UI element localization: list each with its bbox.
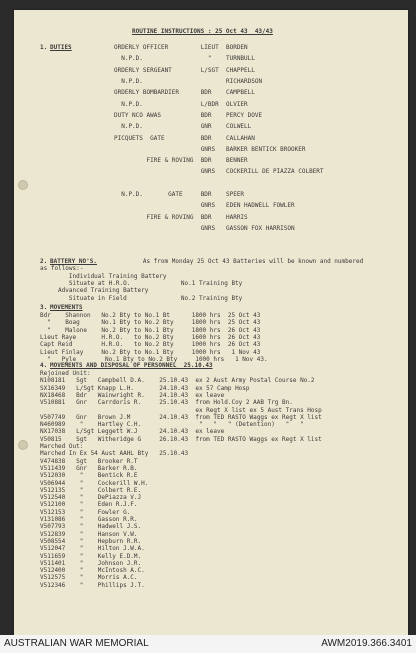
section-heading: MOVEMENTS AND DISPOSAL OF PERSONNEL 25.10.43 (50, 362, 213, 369)
document-line: Individual Training Battery (40, 272, 167, 280)
document-line: V512030 " Bentick R.E (40, 472, 138, 480)
document-line: N.P.D. L/BDR OLVIER (114, 100, 248, 108)
document-line: N108181 Sgt Campbell D.A. 25.10.43 ex 2 Aust Army Postal Course No.2 (40, 377, 315, 385)
section-heading: BATTERY NO'S. (50, 258, 97, 265)
document-line: V512153 " Fowler G. (40, 508, 131, 516)
document-line: ex Regt X list ex 5 Aust Trans Hosp (40, 406, 322, 414)
document-line: V512047 " Hilton J.W.A. (40, 545, 145, 553)
document-line: As from Monday 25 Oct 43 Batteries will be known and numbered (132, 258, 364, 265)
footer-credit: AUSTRALIAN WAR MEMORIAL (4, 638, 149, 649)
document-line: N.P.D. GNR COLWELL (114, 123, 252, 131)
document-line: ORDERLY OFFICER LIEUT BORDEN (114, 44, 248, 51)
document-line: V512346 " Phillips J.T. (40, 581, 145, 589)
document-line: SX16349 L/Sgt Knapp L.H. 24.10.43 ex 57 Camp Hosp (40, 384, 250, 392)
document-line: V510881 Gnr Carrdoris R. 25.10.43 from Hold.Coy 2 AAB Trg Bn. (40, 399, 293, 407)
document-line: FIRE & ROVING BDR BENNER (114, 157, 248, 165)
document-line: V506944 " Cockerill W.H. (40, 479, 149, 487)
document-line: GNRS BARKER BENTICK BROOKER (114, 145, 306, 153)
document-line: N460989 " Hartley C.H. " " " (Detention) " " (40, 421, 304, 429)
document-line: " Boag No.1 Bty to No.2 Bty 1800 hrs 25 Oct 43 (40, 319, 261, 327)
document-line: DUTY NCO AWAS BDR PERCY DOVE (114, 111, 263, 119)
document-line: ORDERLY SERGEANT L/SGT CHAPPELL (114, 66, 255, 74)
document-body (14, 10, 408, 635)
section-heading: DUTIES (50, 44, 72, 51)
footer-bar (0, 635, 416, 653)
document-line: PICQUETS GATE BDR CALLAHAN (114, 134, 255, 142)
document-line: V512135 " Colbert R.E. (40, 486, 142, 494)
document-line: Bdr Shannon No.2 Bty to No.1 Bt 1800 hrs 25 Oct 43 (40, 312, 261, 319)
section-number: 2. (40, 258, 48, 265)
document-line: V508554 " Hepburn R.R. (40, 537, 142, 545)
document-line: Marched Out: (40, 443, 84, 450)
document-line: ORDERLY BOMBARDIER BDR CAMPBELL (114, 89, 255, 97)
document-line: as follows:- (40, 265, 84, 273)
document-line: Capt Reid H.R.O. to No.2 Bty 1000 hrs 26 Oct 43 (40, 341, 261, 349)
document-line: " Pyle No.1 Bty to No.2 Bty 1000 hrs 1 Nov 43. (40, 355, 268, 363)
document-line: NX18468 Bdr Wainwright R. 24.10.43 ex leave (40, 391, 225, 399)
document-line: V507749 Gnr Brown J.M 24.10.43 from TED RASTO Waggs ex Regt X list (40, 413, 322, 421)
document-line: V474838 Sgt Brooker R.T (40, 457, 138, 465)
document-line: Marched In Ex 54 Aust AAHL Bty 25.10.43 (40, 450, 189, 458)
document-line: FIRE & ROVING BDR HARRIS (114, 213, 248, 221)
document-line: " Malone No.2 Bty to No.1 Bty 1800 hrs 26 Oct 43 (40, 326, 261, 334)
document-line: GNRS EDEN HADWELL FOWLER (114, 202, 295, 210)
document-line: Lieut Finlay No.2 Bty to No.1 Bty 1000 hrs 1 Nov 43 (40, 348, 261, 356)
document-line: Situate in Field No.2 Training Bty (40, 294, 243, 302)
document-page (14, 10, 408, 635)
document-line: N.P.D. GATE BDR SPEER (114, 191, 245, 199)
section-heading: MOVEMENTS (50, 304, 83, 311)
document-line: Rejoined Unit: (40, 370, 91, 377)
document-line: V512839 " Hanson V.W. (40, 530, 138, 538)
document-line: V512100 " Eden R.J.F. (40, 501, 138, 509)
section-number: 1. (40, 44, 48, 51)
document-line: V131086 " Gasson R.R. (40, 516, 138, 523)
document-line: V507793 " Hadwell J.S. (40, 523, 142, 531)
document-line: V50815 Sgt Witheridge G 26.10.43 from TED RASTO Waggs ex Regt X list (40, 435, 322, 443)
section-number: 3. (40, 304, 48, 311)
document-line: V512575 " Morris A.C. (40, 574, 138, 582)
document-line: V511401 " Johnson J.R. (40, 559, 142, 567)
document-line: V511659 " Kelly E.D.M. (40, 552, 142, 560)
footer-accession: AWM2019.366.3401 (321, 638, 412, 649)
section-number: 4. (40, 362, 48, 369)
document-line: N.P.D. " TURNBULL (114, 55, 255, 63)
document-line: NX17038 L/Sgt Leggett W.J 24.10.43 ex leave (40, 428, 225, 436)
document-line: GNRS GASSON FOX HARRISON (114, 225, 295, 233)
document-line: V511439 Gnr Barker R.B. (40, 464, 138, 472)
document-line: Lieut Raye H.R.O. to No.2 Bty 1600 hrs 26 Oct 43 (40, 333, 261, 341)
document-line: GNRS COCKERILL DE PIAZZA COLBERT (114, 168, 324, 176)
document-line: V512400 " McIntosh A.C. (40, 567, 145, 575)
document-line: N.P.D. RICHARDSON (114, 77, 263, 85)
document-line: Advanced Training Battery (40, 287, 149, 295)
document-line: Situate at H.R.O. No.1 Training Bty (40, 279, 243, 287)
document-line: V512540 " DePiazza V.J (40, 494, 142, 502)
document-title: ROUTINE INSTRUCTIONS : 25 Oct 43 43/43 (132, 28, 273, 35)
